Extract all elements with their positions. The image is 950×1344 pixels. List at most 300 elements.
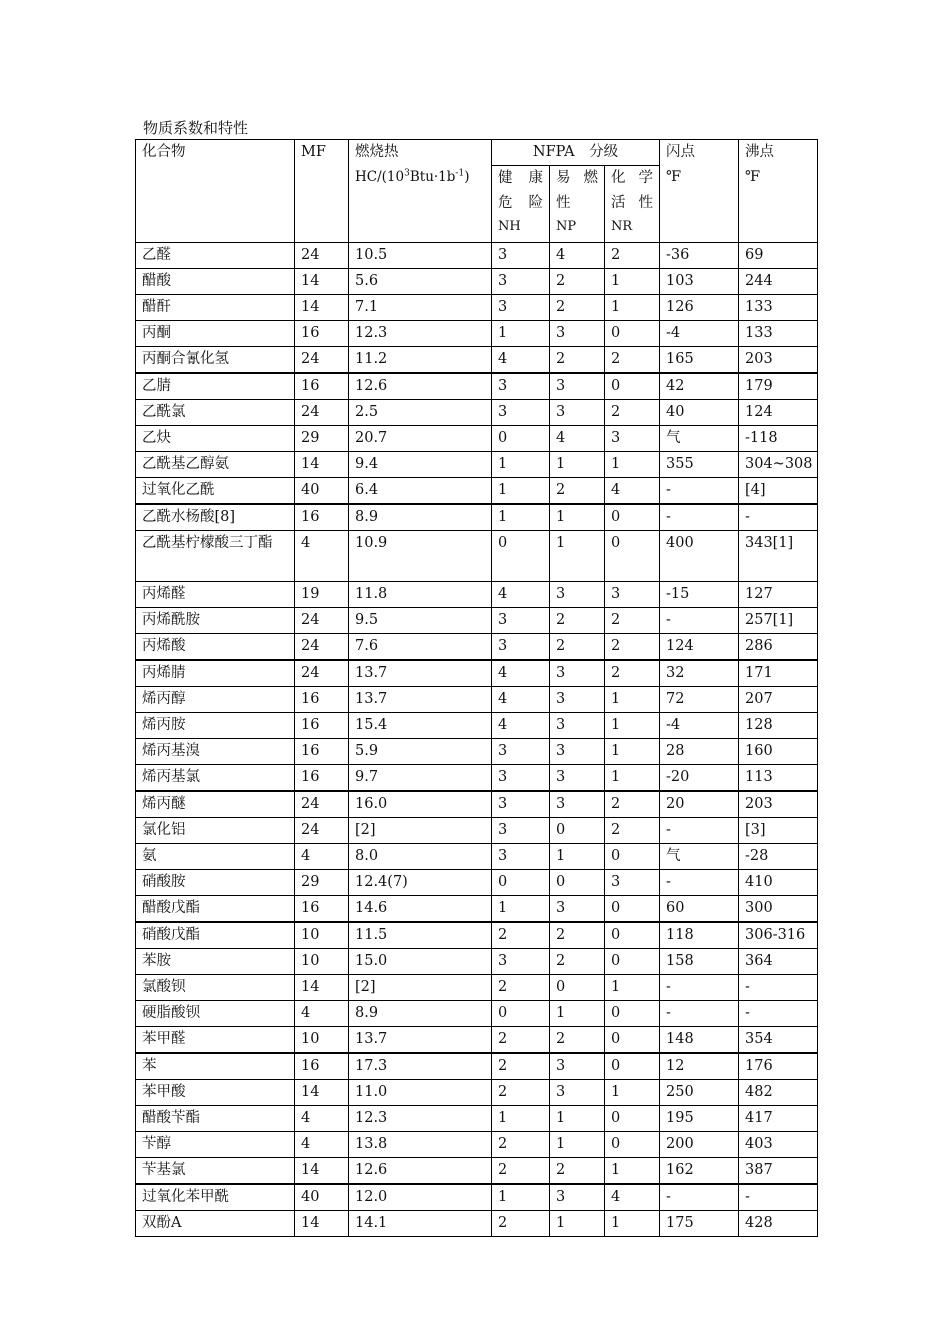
- flash-point-cell: 175: [660, 1211, 739, 1237]
- compound-cell: 氨: [136, 844, 295, 870]
- heat-cell: 14.6: [349, 896, 492, 923]
- nh-cell: 0: [492, 531, 550, 582]
- np-cell: 3: [550, 321, 605, 347]
- nh-cell: 2: [492, 1158, 550, 1185]
- compound-cell: 氯酸钡: [136, 975, 295, 1001]
- compound-cell: 苯甲酸: [136, 1080, 295, 1106]
- nr-cell: 0: [605, 321, 660, 347]
- heat-cell: 15.0: [349, 949, 492, 975]
- nh-cell: 2: [492, 975, 550, 1001]
- np-cell: 3: [550, 713, 605, 739]
- boiling-point-cell: [4]: [739, 478, 818, 505]
- table-row: [136, 321, 818, 347]
- table-row: [136, 844, 818, 870]
- np-cell: 3: [550, 687, 605, 713]
- nh-cell: 3: [492, 844, 550, 870]
- np-cell: 0: [550, 870, 605, 896]
- nr-cell: 0: [605, 1027, 660, 1054]
- flash-point-cell: -: [660, 1184, 739, 1211]
- np-cell: 1: [550, 1106, 605, 1132]
- nh-cell: 3: [492, 295, 550, 321]
- np-cell: 3: [550, 660, 605, 687]
- compound-cell: 氯化铝: [136, 818, 295, 844]
- nr-cell: 2: [605, 818, 660, 844]
- flash-point-cell: -15: [660, 582, 739, 608]
- boiling-point-cell: 244: [739, 269, 818, 295]
- nr-cell: 0: [605, 844, 660, 870]
- compound-cell: 硬脂酸钡: [136, 1001, 295, 1027]
- nh-cell: 3: [492, 949, 550, 975]
- heat-cell: 9.4: [349, 452, 492, 478]
- flash-point-cell: 400: [660, 531, 739, 582]
- table-row: [136, 608, 818, 634]
- flash-point-cell: 126: [660, 295, 739, 321]
- compound-cell: 苄基氯: [136, 1158, 295, 1185]
- flash-point-cell: 158: [660, 949, 739, 975]
- table-row: [136, 426, 818, 452]
- np-cell: 3: [550, 791, 605, 818]
- nr-cell: 2: [605, 347, 660, 374]
- np-cell: 0: [550, 818, 605, 844]
- mf-cell: 24: [295, 608, 349, 634]
- heat-cell: 12.6: [349, 373, 492, 400]
- table-row: [136, 896, 818, 923]
- table-row: [136, 582, 818, 608]
- compound-cell: 过氧化乙酰: [136, 478, 295, 505]
- heat-cell: 14.1: [349, 1211, 492, 1237]
- boiling-point-cell: [3]: [739, 818, 818, 844]
- nr-cell: 1: [605, 452, 660, 478]
- header-flash-unit: ℉: [666, 169, 682, 185]
- header-nr: 化 学 活 性 NR: [605, 166, 660, 243]
- flash-point-cell: 32: [660, 660, 739, 687]
- flash-point-cell: -4: [660, 713, 739, 739]
- nr-cell: 4: [605, 478, 660, 505]
- table-row: [136, 1080, 818, 1106]
- nr-cell: 0: [605, 504, 660, 531]
- mf-cell: 14: [295, 1211, 349, 1237]
- boiling-point-cell: -118: [739, 426, 818, 452]
- heat-cell: 10.5: [349, 243, 492, 269]
- boiling-point-cell: 113: [739, 765, 818, 792]
- table-row: [136, 1158, 818, 1185]
- table-body: [136, 243, 818, 1237]
- nr-cell: 0: [605, 373, 660, 400]
- boiling-point-cell: 410: [739, 870, 818, 896]
- flash-point-cell: 气: [660, 844, 739, 870]
- heat-cell: 6.4: [349, 478, 492, 505]
- boiling-point-cell: 304~308: [739, 452, 818, 478]
- compound-cell: 醋酸: [136, 269, 295, 295]
- nr-cell: 0: [605, 531, 660, 582]
- np-cell: 3: [550, 765, 605, 792]
- heat-cell: 17.3: [349, 1053, 492, 1080]
- nh-cell: 0: [492, 1001, 550, 1027]
- boiling-point-cell: -: [739, 1001, 818, 1027]
- nh-cell: 4: [492, 582, 550, 608]
- flash-point-cell: 20: [660, 791, 739, 818]
- np-cell: 4: [550, 426, 605, 452]
- mf-cell: 14: [295, 295, 349, 321]
- flash-point-cell: 103: [660, 269, 739, 295]
- np-cell: 2: [550, 1158, 605, 1185]
- header-boil-label: 沸点: [745, 144, 774, 160]
- np-cell: 2: [550, 634, 605, 661]
- nh-cell: 4: [492, 660, 550, 687]
- np-cell: 3: [550, 582, 605, 608]
- table-row: [136, 660, 818, 687]
- boiling-point-cell: 203: [739, 347, 818, 374]
- compound-cell: 烯丙胺: [136, 713, 295, 739]
- mf-cell: 4: [295, 531, 349, 582]
- heat-cell: 12.6: [349, 1158, 492, 1185]
- flash-point-cell: -: [660, 478, 739, 505]
- nr-cell: 1: [605, 295, 660, 321]
- nh-cell: 3: [492, 269, 550, 295]
- mf-cell: 24: [295, 400, 349, 426]
- nr-cell: 0: [605, 949, 660, 975]
- flash-point-cell: -: [660, 1001, 739, 1027]
- np-cell: 3: [550, 1053, 605, 1080]
- heat-cell: 13.7: [349, 687, 492, 713]
- compound-cell: 烯丙基溴: [136, 739, 295, 765]
- flash-point-cell: 165: [660, 347, 739, 374]
- np-cell: 2: [550, 1027, 605, 1054]
- mf-cell: 4: [295, 1132, 349, 1158]
- flash-point-cell: -: [660, 870, 739, 896]
- nr-cell: 1: [605, 269, 660, 295]
- compound-cell: 乙酰氯: [136, 400, 295, 426]
- flash-point-cell: -: [660, 818, 739, 844]
- boiling-point-cell: 257[1]: [739, 608, 818, 634]
- boiling-point-cell: 133: [739, 321, 818, 347]
- boiling-point-cell: 69: [739, 243, 818, 269]
- np-cell: 3: [550, 896, 605, 923]
- nh-cell: 2: [492, 1027, 550, 1054]
- compound-cell: 乙酰水杨酸[8]: [136, 504, 295, 531]
- boiling-point-cell: 176: [739, 1053, 818, 1080]
- mf-cell: 10: [295, 922, 349, 949]
- heat-cell: [2]: [349, 818, 492, 844]
- nr-cell: 2: [605, 660, 660, 687]
- mf-cell: 4: [295, 844, 349, 870]
- nh-cell: 3: [492, 818, 550, 844]
- nr-cell: 0: [605, 922, 660, 949]
- np-cell: 2: [550, 478, 605, 505]
- compound-cell: 乙酰基柠檬酸三丁酯: [136, 531, 295, 582]
- boiling-point-cell: 286: [739, 634, 818, 661]
- boiling-point-cell: 482: [739, 1080, 818, 1106]
- mf-cell: 40: [295, 1184, 349, 1211]
- mf-cell: 24: [295, 660, 349, 687]
- compound-cell: 苯甲醛: [136, 1027, 295, 1054]
- boiling-point-cell: 128: [739, 713, 818, 739]
- flash-point-cell: -: [660, 975, 739, 1001]
- nr-cell: 1: [605, 1211, 660, 1237]
- mf-cell: 10: [295, 1027, 349, 1054]
- heat-cell: 8.9: [349, 1001, 492, 1027]
- flash-point-cell: 气: [660, 426, 739, 452]
- nr-cell: 4: [605, 1184, 660, 1211]
- boiling-point-cell: 203: [739, 791, 818, 818]
- nr-cell: 3: [605, 426, 660, 452]
- header-flash-point: [660, 140, 739, 243]
- np-cell: 1: [550, 1132, 605, 1158]
- table-row: [136, 504, 818, 531]
- flash-point-cell: 162: [660, 1158, 739, 1185]
- flash-point-cell: 124: [660, 634, 739, 661]
- mf-cell: 16: [295, 739, 349, 765]
- heat-cell: 5.6: [349, 269, 492, 295]
- nh-cell: 2: [492, 1132, 550, 1158]
- nh-cell: 2: [492, 922, 550, 949]
- heat-cell: 12.3: [349, 1106, 492, 1132]
- np-cell: 0: [550, 975, 605, 1001]
- table-row: [136, 739, 818, 765]
- compound-cell: 烯丙醚: [136, 791, 295, 818]
- np-cell: 1: [550, 504, 605, 531]
- table-row: [136, 765, 818, 792]
- compound-cell: 烯丙基氯: [136, 765, 295, 792]
- np-cell: 3: [550, 739, 605, 765]
- mf-cell: 24: [295, 818, 349, 844]
- boiling-point-cell: -28: [739, 844, 818, 870]
- heat-cell: 11.8: [349, 582, 492, 608]
- mf-cell: 16: [295, 504, 349, 531]
- boiling-point-cell: 160: [739, 739, 818, 765]
- mf-cell: 14: [295, 975, 349, 1001]
- table-row: [136, 818, 818, 844]
- table-row: [136, 922, 818, 949]
- nh-cell: 3: [492, 765, 550, 792]
- flash-point-cell: 28: [660, 739, 739, 765]
- heat-cell: 8.0: [349, 844, 492, 870]
- nh-cell: 1: [492, 896, 550, 923]
- flash-point-cell: 72: [660, 687, 739, 713]
- flash-point-cell: 355: [660, 452, 739, 478]
- mf-cell: 14: [295, 452, 349, 478]
- heat-cell: 11.0: [349, 1080, 492, 1106]
- table-row: [136, 373, 818, 400]
- header-row-1: [136, 140, 818, 166]
- nr-cell: 0: [605, 1053, 660, 1080]
- header-heat-label: 燃烧热: [355, 144, 399, 160]
- mf-cell: 24: [295, 791, 349, 818]
- compound-cell: 苄醇: [136, 1132, 295, 1158]
- np-cell: 2: [550, 922, 605, 949]
- flash-point-cell: -36: [660, 243, 739, 269]
- heat-cell: 9.5: [349, 608, 492, 634]
- nr-cell: 2: [605, 243, 660, 269]
- nr-cell: 2: [605, 608, 660, 634]
- header-boil-unit: ℉: [745, 169, 761, 185]
- boiling-point-cell: 364: [739, 949, 818, 975]
- flash-point-cell: 12: [660, 1053, 739, 1080]
- table-row: [136, 687, 818, 713]
- table-row: [136, 1053, 818, 1080]
- compound-cell: 丙烯腈: [136, 660, 295, 687]
- compound-cell: 丙烯醛: [136, 582, 295, 608]
- boiling-point-cell: 428: [739, 1211, 818, 1237]
- mf-cell: 16: [295, 765, 349, 792]
- nr-cell: 1: [605, 1080, 660, 1106]
- heat-cell: 11.5: [349, 922, 492, 949]
- header-boiling-point: [739, 140, 818, 243]
- mf-cell: 10: [295, 949, 349, 975]
- mf-cell: 24: [295, 347, 349, 374]
- boiling-point-cell: 343[1]: [739, 531, 818, 582]
- header-flash-label: 闪点: [666, 144, 695, 160]
- boiling-point-cell: 300: [739, 896, 818, 923]
- table-row: [136, 1027, 818, 1054]
- heat-cell: 13.7: [349, 660, 492, 687]
- heat-cell: 2.5: [349, 400, 492, 426]
- mf-cell: 14: [295, 1080, 349, 1106]
- nh-cell: 3: [492, 739, 550, 765]
- heat-cell: 13.8: [349, 1132, 492, 1158]
- np-cell: 2: [550, 949, 605, 975]
- header-heat-unit: $HC/(10^3Btu\cdot 1b^{-1})$: [355, 168, 470, 185]
- nr-cell: 2: [605, 400, 660, 426]
- compound-cell: 醋酸戊酯: [136, 896, 295, 923]
- compound-cell: 乙腈: [136, 373, 295, 400]
- heat-cell: 7.6: [349, 634, 492, 661]
- compound-cell: 烯丙醇: [136, 687, 295, 713]
- header-np: 易 燃 性 NP: [550, 166, 605, 243]
- flash-point-cell: 250: [660, 1080, 739, 1106]
- nr-cell: 0: [605, 896, 660, 923]
- mf-cell: 16: [295, 321, 349, 347]
- heat-cell: 16.0: [349, 791, 492, 818]
- table-row: [136, 634, 818, 661]
- compound-cell: 丙酮: [136, 321, 295, 347]
- nh-cell: 1: [492, 1184, 550, 1211]
- heat-cell: 20.7: [349, 426, 492, 452]
- heat-cell: 5.9: [349, 739, 492, 765]
- table-row: [136, 531, 818, 582]
- compound-cell: 过氧化苯甲酰: [136, 1184, 295, 1211]
- nr-cell: 1: [605, 975, 660, 1001]
- table-row: [136, 1106, 818, 1132]
- flash-point-cell: 200: [660, 1132, 739, 1158]
- compound-cell: 醋酐: [136, 295, 295, 321]
- table-row: [136, 347, 818, 374]
- np-cell: 4: [550, 243, 605, 269]
- table-row: [136, 295, 818, 321]
- table-row: [136, 452, 818, 478]
- boiling-point-cell: 179: [739, 373, 818, 400]
- table-row: [136, 713, 818, 739]
- compound-cell: 硝酸戊酯: [136, 922, 295, 949]
- np-cell: 1: [550, 1211, 605, 1237]
- compound-cell: 苯: [136, 1053, 295, 1080]
- header-compound: 化合物: [136, 140, 295, 243]
- heat-cell: 13.7: [349, 1027, 492, 1054]
- table-row: [136, 1001, 818, 1027]
- flash-point-cell: -20: [660, 765, 739, 792]
- np-cell: 1: [550, 1001, 605, 1027]
- mf-cell: 29: [295, 426, 349, 452]
- heat-cell: 8.9: [349, 504, 492, 531]
- nh-cell: 3: [492, 400, 550, 426]
- heat-cell: 12.0: [349, 1184, 492, 1211]
- header-heat-of-combustion: [349, 140, 492, 243]
- mf-cell: 4: [295, 1106, 349, 1132]
- nh-cell: 1: [492, 452, 550, 478]
- compound-cell: 硝酸胺: [136, 870, 295, 896]
- heat-cell: [2]: [349, 975, 492, 1001]
- boiling-point-cell: 403: [739, 1132, 818, 1158]
- mf-cell: 19: [295, 582, 349, 608]
- flash-point-cell: 195: [660, 1106, 739, 1132]
- table-row: [136, 791, 818, 818]
- nh-cell: 1: [492, 504, 550, 531]
- nh-cell: 2: [492, 1053, 550, 1080]
- document-title: 物质系数和特性: [143, 119, 249, 137]
- compound-cell: 苯胺: [136, 949, 295, 975]
- heat-cell: 9.7: [349, 765, 492, 792]
- np-cell: 2: [550, 269, 605, 295]
- mf-cell: 40: [295, 478, 349, 505]
- nh-cell: 2: [492, 1080, 550, 1106]
- np-cell: 3: [550, 1080, 605, 1106]
- nr-cell: 1: [605, 713, 660, 739]
- nr-cell: 1: [605, 687, 660, 713]
- nh-cell: 4: [492, 347, 550, 374]
- np-cell: 2: [550, 347, 605, 374]
- heat-cell: 12.3: [349, 321, 492, 347]
- nr-cell: 2: [605, 791, 660, 818]
- material-properties-table: [135, 139, 818, 1237]
- flash-point-cell: 118: [660, 922, 739, 949]
- nh-cell: 2: [492, 1211, 550, 1237]
- boiling-point-cell: 124: [739, 400, 818, 426]
- compound-cell: 双酚A: [136, 1211, 295, 1237]
- mf-cell: 16: [295, 896, 349, 923]
- mf-cell: 14: [295, 269, 349, 295]
- header-mf: MF: [295, 140, 349, 243]
- compound-cell: 丙烯酰胺: [136, 608, 295, 634]
- nh-cell: 1: [492, 478, 550, 505]
- table-row: [136, 1132, 818, 1158]
- nr-cell: 0: [605, 1001, 660, 1027]
- nh-cell: 3: [492, 608, 550, 634]
- flash-point-cell: -4: [660, 321, 739, 347]
- table-row: [136, 975, 818, 1001]
- boiling-point-cell: -: [739, 1184, 818, 1211]
- nh-cell: 1: [492, 1106, 550, 1132]
- boiling-point-cell: -: [739, 975, 818, 1001]
- mf-cell: 16: [295, 1053, 349, 1080]
- nr-cell: 1: [605, 739, 660, 765]
- heat-cell: 7.1: [349, 295, 492, 321]
- table-row: [136, 870, 818, 896]
- mf-cell: 14: [295, 1158, 349, 1185]
- heat-cell: 12.4(7): [349, 870, 492, 896]
- np-cell: 3: [550, 373, 605, 400]
- nr-cell: 1: [605, 765, 660, 792]
- table-row: [136, 243, 818, 269]
- compound-cell: 乙酰基乙醇氨: [136, 452, 295, 478]
- np-cell: 1: [550, 531, 605, 582]
- nh-cell: 3: [492, 634, 550, 661]
- mf-cell: 24: [295, 243, 349, 269]
- np-cell: 2: [550, 608, 605, 634]
- mf-cell: 16: [295, 713, 349, 739]
- header-nfpa: NFPA 分级: [492, 140, 660, 166]
- nh-cell: 1: [492, 321, 550, 347]
- mf-cell: 16: [295, 373, 349, 400]
